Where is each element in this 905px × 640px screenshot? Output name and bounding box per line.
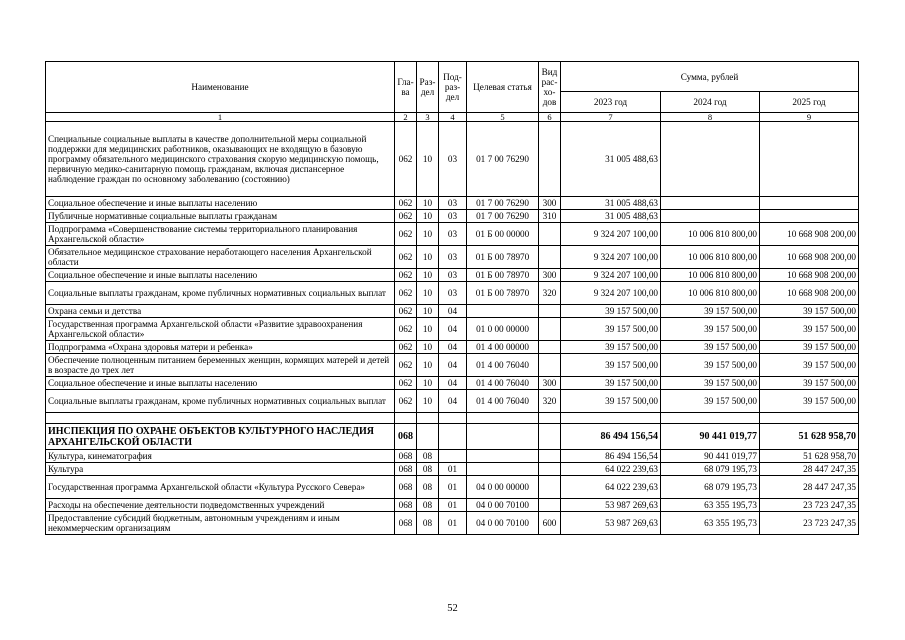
row-sum-2024: 10 006 810 800,00 — [661, 269, 760, 282]
table-row — [46, 450, 859, 463]
row-podrazdel: 03 — [439, 223, 467, 246]
blank-row — [46, 413, 859, 424]
row-sum-2023: 64 022 239,63 — [561, 476, 661, 499]
row-target: 04 0 00 70100 — [467, 499, 539, 512]
row-name: Государственная программа Архангельской области «Культура Русского Севера» — [46, 476, 395, 499]
table-body — [46, 122, 859, 535]
row-sum-2024: 90 441 019,77 — [661, 424, 760, 450]
table-row — [46, 122, 859, 197]
empty-cell — [46, 413, 395, 424]
row-glava: 062 — [395, 354, 417, 377]
table-row-section — [46, 424, 859, 450]
row-sum-2024 — [661, 210, 760, 223]
row-glava: 062 — [395, 318, 417, 341]
row-name: Обязательное медицинское страхование неработающего населения Архангельской области — [46, 246, 395, 269]
empty-cell — [760, 413, 859, 424]
row-target — [467, 450, 539, 463]
row-podrazdel: 04 — [439, 354, 467, 377]
row-razdel: 10 — [417, 223, 439, 246]
row-podrazdel: 03 — [439, 197, 467, 210]
row-sum-2023: 39 157 500,00 — [561, 305, 661, 318]
row-vid — [539, 499, 561, 512]
empty-cell — [539, 413, 561, 424]
row-sum-2025: 39 157 500,00 — [760, 390, 859, 413]
row-podrazdel: 03 — [439, 246, 467, 269]
row-razdel: 08 — [417, 450, 439, 463]
table-row — [46, 223, 859, 246]
row-glava: 062 — [395, 282, 417, 305]
row-glava: 062 — [395, 223, 417, 246]
row-vid — [539, 341, 561, 354]
row-podrazdel: 04 — [439, 390, 467, 413]
row-sum-2025: 10 668 908 200,00 — [760, 269, 859, 282]
row-vid: 320 — [539, 282, 561, 305]
row-sum-2024 — [661, 122, 760, 197]
row-razdel: 10 — [417, 305, 439, 318]
row-glava: 068 — [395, 512, 417, 535]
row-razdel: 08 — [417, 499, 439, 512]
empty-cell — [661, 413, 760, 424]
row-target — [467, 463, 539, 476]
row-vid: 600 — [539, 512, 561, 535]
table-row — [46, 246, 859, 269]
column-number-row — [46, 113, 859, 122]
header-name: Наименование — [46, 62, 395, 113]
row-target: 01 4 00 76040 — [467, 390, 539, 413]
row-name: Социальное обеспечение и иные выплаты населению — [46, 269, 395, 282]
row-name: Социальное обеспечение и иные выплаты населению — [46, 377, 395, 390]
row-vid — [539, 424, 561, 450]
row-glava: 062 — [395, 377, 417, 390]
row-vid — [539, 223, 561, 246]
row-vid: 310 — [539, 210, 561, 223]
row-sum-2024: 39 157 500,00 — [661, 390, 760, 413]
col-number: 9 — [760, 113, 859, 122]
row-sum-2024: 63 355 195,73 — [661, 499, 760, 512]
row-sum-2023: 64 022 239,63 — [561, 463, 661, 476]
row-name: Специальные социальные выплаты в качестве дополнительной меры социальной поддержки для медицинских работников, оказывающих не входящую в базовую программу обязательного медицинского страхования скорую медицинскую помощь, первичную медико-санитарную помощь гражданам, включая диспансерное наблюдение граждан по основному заболеванию (состоянию) — [46, 122, 395, 197]
budget-table — [45, 61, 859, 535]
row-vid — [539, 318, 561, 341]
row-podrazdel: 04 — [439, 305, 467, 318]
row-name: Культура — [46, 463, 395, 476]
row-sum-2024: 68 079 195,73 — [661, 476, 760, 499]
row-sum-2023: 39 157 500,00 — [561, 354, 661, 377]
row-target: 01 4 00 76040 — [467, 354, 539, 377]
table-row — [46, 282, 859, 305]
row-vid — [539, 450, 561, 463]
row-name: Социальные выплаты гражданам, кроме публичных нормативных социальных выплат — [46, 282, 395, 305]
row-razdel — [417, 424, 439, 450]
row-vid: 320 — [539, 390, 561, 413]
row-sum-2025 — [760, 210, 859, 223]
row-glava: 062 — [395, 210, 417, 223]
table-row — [46, 377, 859, 390]
row-sum-2024: 39 157 500,00 — [661, 341, 760, 354]
col-number: 2 — [395, 113, 417, 122]
row-glava: 062 — [395, 122, 417, 197]
row-sum-2024: 10 006 810 800,00 — [661, 223, 760, 246]
row-sum-2025: 51 628 958,70 — [760, 424, 859, 450]
row-sum-2025: 39 157 500,00 — [760, 354, 859, 377]
row-target: 01 4 00 76040 — [467, 377, 539, 390]
row-name: Охрана семьи и детства — [46, 305, 395, 318]
row-razdel: 08 — [417, 476, 439, 499]
row-podrazdel: 01 — [439, 463, 467, 476]
table-row — [46, 305, 859, 318]
row-podrazdel: 04 — [439, 341, 467, 354]
row-sum-2025 — [760, 197, 859, 210]
row-sum-2024: 63 355 195,73 — [661, 512, 760, 535]
empty-cell — [395, 413, 417, 424]
row-vid: 300 — [539, 377, 561, 390]
row-target: 01 Б 00 00000 — [467, 223, 539, 246]
row-glava: 062 — [395, 341, 417, 354]
header-glava: Гла-ва — [395, 62, 417, 113]
row-razdel: 10 — [417, 210, 439, 223]
row-target: 01 7 00 76290 — [467, 210, 539, 223]
row-target: 04 0 00 00000 — [467, 476, 539, 499]
row-sum-2023: 53 987 269,63 — [561, 499, 661, 512]
row-target: 01 7 00 76290 — [467, 122, 539, 197]
row-name: Государственная программа Архангельской области «Развитие здравоохранения Архангельской области» — [46, 318, 395, 341]
row-name: ИНСПЕКЦИЯ ПО ОХРАНЕ ОБЪЕКТОВ КУЛЬТУРНОГО НАСЛЕДИЯ АРХАНГЕЛЬСКОЙ ОБЛАСТИ — [46, 424, 395, 450]
row-glava: 062 — [395, 197, 417, 210]
row-sum-2025: 51 628 958,70 — [760, 450, 859, 463]
row-sum-2023: 39 157 500,00 — [561, 390, 661, 413]
empty-cell — [417, 413, 439, 424]
row-vid — [539, 463, 561, 476]
row-podrazdel: 03 — [439, 269, 467, 282]
col-number: 4 — [439, 113, 467, 122]
row-glava: 068 — [395, 450, 417, 463]
row-razdel: 08 — [417, 512, 439, 535]
table-row — [46, 269, 859, 282]
row-razdel: 10 — [417, 354, 439, 377]
row-glava: 062 — [395, 269, 417, 282]
row-name: Подпрограмма «Совершенствование системы территориального планирования Архангельской области» — [46, 223, 395, 246]
row-sum-2025: 39 157 500,00 — [760, 377, 859, 390]
row-podrazdel: 04 — [439, 318, 467, 341]
row-sum-2023: 86 494 156,54 — [561, 450, 661, 463]
row-sum-2023: 31 005 488,63 — [561, 197, 661, 210]
row-name: Социальное обеспечение и иные выплаты населению — [46, 197, 395, 210]
row-sum-2024: 39 157 500,00 — [661, 377, 760, 390]
row-sum-2024: 10 006 810 800,00 — [661, 246, 760, 269]
table-row — [46, 512, 859, 535]
row-target: 01 0 00 00000 — [467, 318, 539, 341]
table-row — [46, 499, 859, 512]
table-row — [46, 341, 859, 354]
row-sum-2023: 39 157 500,00 — [561, 318, 661, 341]
row-glava: 068 — [395, 463, 417, 476]
table-row — [46, 390, 859, 413]
row-razdel: 10 — [417, 390, 439, 413]
row-sum-2023: 39 157 500,00 — [561, 377, 661, 390]
row-podrazdel: 03 — [439, 210, 467, 223]
table-row — [46, 354, 859, 377]
row-name: Социальные выплаты гражданам, кроме публичных нормативных социальных выплат — [46, 390, 395, 413]
table-row — [46, 476, 859, 499]
row-sum-2024: 68 079 195,73 — [661, 463, 760, 476]
row-target: 01 Б 00 78970 — [467, 269, 539, 282]
header-sum: Сумма, рублей — [561, 62, 859, 92]
row-vid — [539, 246, 561, 269]
row-glava: 062 — [395, 246, 417, 269]
row-name: Подпрограмма «Охрана здоровья матери и ребенка» — [46, 341, 395, 354]
row-razdel: 08 — [417, 463, 439, 476]
row-sum-2025: 39 157 500,00 — [760, 318, 859, 341]
row-sum-2023: 9 324 207 100,00 — [561, 282, 661, 305]
row-podrazdel: 01 — [439, 512, 467, 535]
col-number: 7 — [561, 113, 661, 122]
row-sum-2025: 10 668 908 200,00 — [760, 282, 859, 305]
row-razdel: 10 — [417, 122, 439, 197]
row-podrazdel: 03 — [439, 282, 467, 305]
row-sum-2024: 39 157 500,00 — [661, 318, 760, 341]
row-vid — [539, 354, 561, 377]
row-sum-2024: 39 157 500,00 — [661, 354, 760, 377]
row-sum-2023: 9 324 207 100,00 — [561, 269, 661, 282]
row-sum-2023: 9 324 207 100,00 — [561, 223, 661, 246]
row-target: 01 4 00 00000 — [467, 341, 539, 354]
row-sum-2023: 53 987 269,63 — [561, 512, 661, 535]
row-sum-2024: 90 441 019,77 — [661, 450, 760, 463]
row-sum-2025: 23 723 247,35 — [760, 499, 859, 512]
table-row — [46, 463, 859, 476]
row-razdel: 10 — [417, 318, 439, 341]
row-sum-2024: 39 157 500,00 — [661, 305, 760, 318]
empty-cell — [467, 413, 539, 424]
col-number: 5 — [467, 113, 539, 122]
page-number: 52 — [447, 603, 458, 614]
empty-cell — [439, 413, 467, 424]
row-podrazdel: 01 — [439, 499, 467, 512]
row-glava: 062 — [395, 390, 417, 413]
row-target: 04 0 00 70100 — [467, 512, 539, 535]
header-target: Целевая статья — [467, 62, 539, 113]
row-podrazdel: 03 — [439, 122, 467, 197]
row-podrazdel: 01 — [439, 476, 467, 499]
col-number: 1 — [46, 113, 395, 122]
row-razdel: 10 — [417, 341, 439, 354]
header-razdel: Раз-дел — [417, 62, 439, 113]
row-sum-2025: 39 157 500,00 — [760, 305, 859, 318]
col-number: 8 — [661, 113, 760, 122]
header-year-2024: 2024 год — [661, 92, 760, 113]
row-vid: 300 — [539, 269, 561, 282]
row-glava: 068 — [395, 424, 417, 450]
header-year-2025: 2025 год — [760, 92, 859, 113]
row-sum-2023: 31 005 488,63 — [561, 122, 661, 197]
table-row — [46, 197, 859, 210]
header-vid: Вид рас-хо-дов — [539, 62, 561, 113]
row-sum-2025: 10 668 908 200,00 — [760, 246, 859, 269]
col-number: 6 — [539, 113, 561, 122]
row-razdel: 10 — [417, 377, 439, 390]
row-target — [467, 305, 539, 318]
row-sum-2024: 10 006 810 800,00 — [661, 282, 760, 305]
row-podrazdel — [439, 424, 467, 450]
table-row — [46, 210, 859, 223]
row-vid — [539, 305, 561, 318]
row-sum-2025: 28 447 247,35 — [760, 463, 859, 476]
row-name: Публичные нормативные социальные выплаты гражданам — [46, 210, 395, 223]
header-year-2023: 2023 год — [561, 92, 661, 113]
row-target: 01 7 00 76290 — [467, 197, 539, 210]
row-razdel: 10 — [417, 269, 439, 282]
row-target — [467, 424, 539, 450]
row-sum-2023: 9 324 207 100,00 — [561, 246, 661, 269]
row-target: 01 Б 00 78970 — [467, 246, 539, 269]
row-podrazdel — [439, 450, 467, 463]
row-sum-2023: 39 157 500,00 — [561, 341, 661, 354]
row-razdel: 10 — [417, 197, 439, 210]
row-sum-2025: 28 447 247,35 — [760, 476, 859, 499]
row-sum-2024 — [661, 197, 760, 210]
row-razdel: 10 — [417, 246, 439, 269]
row-target: 01 Б 00 78970 — [467, 282, 539, 305]
row-name: Предоставление субсидий бюджетным, автономным учреждениям и иным некоммерческим организациям — [46, 512, 395, 535]
row-sum-2025 — [760, 122, 859, 197]
col-number: 3 — [417, 113, 439, 122]
row-sum-2025: 10 668 908 200,00 — [760, 223, 859, 246]
row-vid: 300 — [539, 197, 561, 210]
row-sum-2023: 31 005 488,63 — [561, 210, 661, 223]
row-sum-2023: 86 494 156,54 — [561, 424, 661, 450]
row-glava: 068 — [395, 499, 417, 512]
row-glava: 062 — [395, 305, 417, 318]
row-vid — [539, 122, 561, 197]
row-podrazdel: 04 — [439, 377, 467, 390]
table-row — [46, 318, 859, 341]
row-sum-2025: 23 723 247,35 — [760, 512, 859, 535]
row-glava: 068 — [395, 476, 417, 499]
row-name: Расходы на обеспечение деятельности подведомственных учреждений — [46, 499, 395, 512]
row-sum-2025: 39 157 500,00 — [760, 341, 859, 354]
empty-cell — [561, 413, 661, 424]
row-name: Обеспечение полноценным питанием беременных женщин, кормящих матерей и детей в возрасте до трех лет — [46, 354, 395, 377]
row-vid — [539, 476, 561, 499]
row-name: Культура, кинематография — [46, 450, 395, 463]
header-podrazdel: Под-раз-дел — [439, 62, 467, 113]
row-razdel: 10 — [417, 282, 439, 305]
